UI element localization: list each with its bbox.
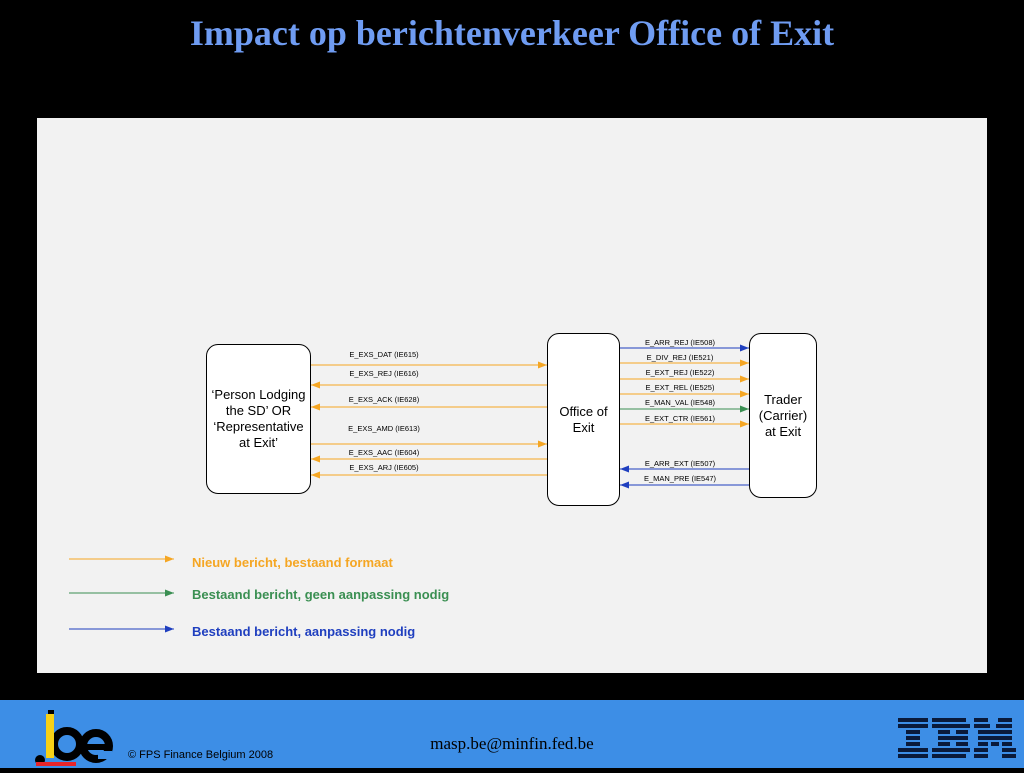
office-of-exit-node [547, 333, 620, 506]
diagram-panel [37, 118, 987, 673]
message-label-right-2: E_EXT_REJ (IE522) [645, 368, 715, 377]
trader-node [749, 333, 817, 498]
slide-title: Impact op berichtenverkeer Office of Exit [189, 13, 835, 53]
message-label-left-3: E_EXS_AMD (IE613) [348, 424, 420, 433]
message-label-right-3: E_EXT_REL (IE525) [645, 383, 715, 392]
legend-label-existing-change: Bestaand bericht, aanpassing nodig [192, 624, 416, 639]
message-label-left-4: E_EXS_AAC (IE604) [348, 448, 420, 457]
message-label-right-0: E_ARR_REJ (IE508) [644, 338, 716, 347]
message-label-right-7: E_MAN_PRE (IE547) [643, 474, 717, 483]
footer-bar [0, 700, 1024, 768]
legend-arrow-2 [69, 626, 174, 633]
legend-arrow-0 [69, 556, 174, 563]
legend-arrow-1 [69, 590, 174, 597]
message-label-right-6: E_ARR_EXT (IE507) [644, 459, 716, 468]
person-lodging-label: ‘Person Lodging the SD’ OR ‘Representative at Exit’ [211, 387, 306, 450]
message-arrow-left-4 [311, 456, 547, 463]
legend-label-new-message: Nieuw bericht, bestaand formaat [192, 555, 393, 570]
message-arrow-left-1 [311, 382, 547, 389]
message-label-right-1: E_DIV_REJ (IE521) [646, 353, 714, 362]
message-arrow-left-2 [311, 404, 547, 411]
contact-email: masp.be@minfin.fed.be [430, 734, 594, 753]
message-arrow-left-5 [311, 472, 547, 479]
person-lodging-node [206, 344, 311, 494]
ibm-logo [898, 714, 1016, 767]
copyright-text: © FPS Finance Belgium 2008 [128, 749, 274, 761]
message-label-left-0: E_EXS_DAT (IE615) [349, 350, 419, 359]
trader-label: Trader (Carrier) at Exit [758, 391, 808, 439]
message-label-right-5: E_EXT_CTR (IE561) [644, 414, 716, 423]
office-of-exit-label: Office of Exit [559, 403, 608, 435]
message-label-left-2: E_EXS_ACK (IE628) [348, 395, 420, 404]
message-arrow-left-3 [311, 441, 547, 448]
message-label-right-4: E_MAN_VAL (IE548) [644, 398, 716, 407]
message-flow-diagram [37, 118, 987, 673]
message-label-left-1: E_EXS_REJ (IE616) [349, 369, 419, 378]
message-arrow-left-0 [311, 362, 547, 369]
legend-label-existing-no-change: Bestaand bericht, geen aanpassing nodig [192, 587, 450, 602]
message-label-left-5: E_EXS_ARJ (IE605) [349, 463, 419, 472]
